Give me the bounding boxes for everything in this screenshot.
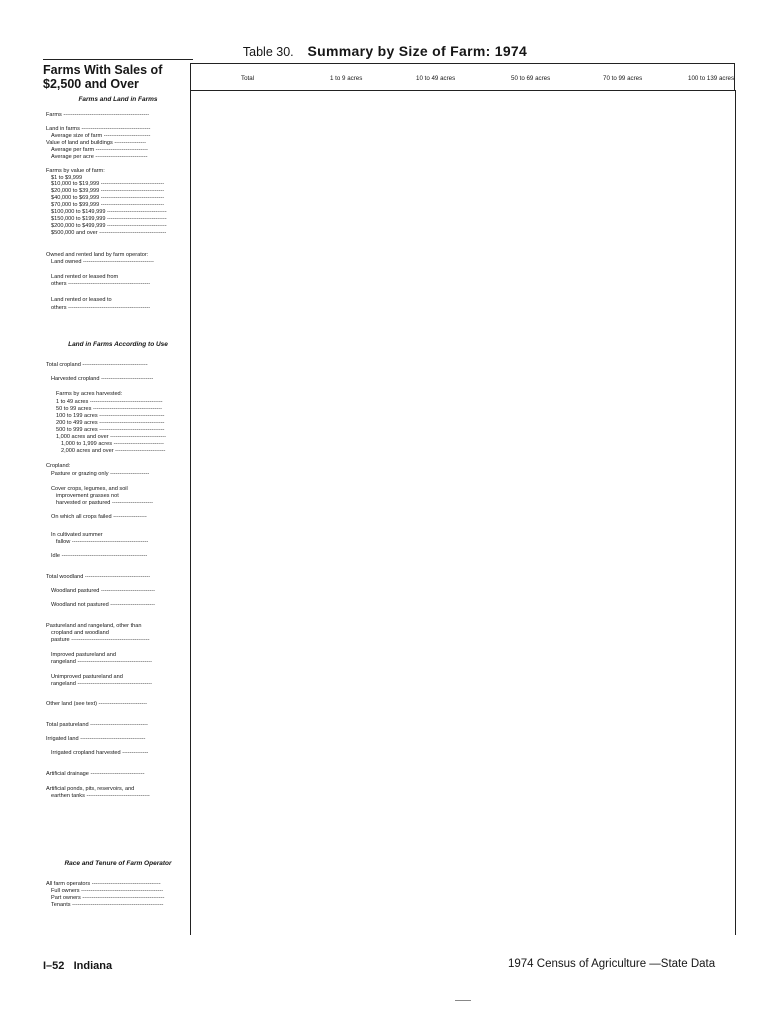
- leader-dots: --------------------------------: [105, 209, 167, 215]
- column-header-50-69: 50 to 69 acres: [511, 75, 551, 82]
- row-label: Cropland:: [46, 463, 71, 469]
- row-label: Unimproved pastureland and: [51, 674, 123, 680]
- row-label: Artificial drainage -----------------------------: [46, 771, 145, 777]
- leader-dots: -------------------------------: [88, 722, 148, 728]
- row-label: Part owners --------------------------------------------: [51, 895, 165, 901]
- row-label: $150,000 to $199,999 --------------------------------: [51, 216, 167, 222]
- row-label: 2,000 acres and over ---------------------------: [61, 448, 166, 454]
- leader-dots: -----------------------------------: [97, 413, 165, 419]
- row-label: Woodland pastured -----------------------------: [51, 588, 155, 594]
- row-label: All farm operators -------------------------------------: [46, 881, 161, 887]
- row-label: Owned and rented land by farm operator:: [46, 252, 149, 258]
- row-label: others --------------------------------------------: [51, 305, 151, 311]
- leader-dots: --------------------------------------------: [80, 895, 165, 901]
- row-label: pasture ------------------------------------------: [51, 637, 150, 643]
- column-header-1-9: 1 to 9 acres: [330, 75, 363, 82]
- row-label: Farms ----------------------------------------------: [46, 112, 150, 118]
- row-label: Tenants -------------------------------------------------: [51, 902, 164, 908]
- leader-dots: ------------------------: [108, 602, 156, 608]
- leader-dots: ----------------------------: [94, 147, 148, 153]
- leader-dots: -----------------------------: [88, 771, 145, 777]
- stub-top-rule: [43, 59, 193, 60]
- leader-dots: --------------------------------------------: [66, 305, 151, 311]
- leader-dots: ----------------------------------: [99, 195, 165, 201]
- section-heading: Race and Tenure of Farm Operator: [64, 860, 172, 867]
- row-label: others --------------------------------------------: [51, 281, 151, 287]
- row-label: Harvested cropland ----------------------------: [51, 376, 154, 382]
- leader-dots: ---------------------------: [112, 441, 164, 447]
- row-label: Land in farms -------------------------------------: [46, 126, 151, 132]
- row-label: Value of land and buildings -----------------: [46, 140, 146, 146]
- row-label: rangeland ----------------------------------------: [51, 659, 152, 665]
- column-header-total: Total: [241, 75, 255, 82]
- stub-heading: Farms With Sales of $2,500 and Over: [43, 63, 193, 91]
- leader-dots: ----------------------------------------: [75, 659, 152, 665]
- leader-dots: ----------------------------------------: [75, 681, 152, 687]
- state-name: Indiana: [73, 960, 113, 972]
- page-mark: [455, 1000, 471, 1001]
- leader-dots: ------------------------------------------: [69, 637, 150, 643]
- leader-dots: -----------------------------------: [97, 420, 165, 426]
- page-number: I–52: [43, 960, 65, 972]
- leader-dots: ----------------------------------: [99, 181, 165, 187]
- row-label: earthen tanks ----------------------------------: [51, 793, 150, 799]
- section-heading: Land in Farms According to Use: [68, 341, 168, 348]
- column-header-70-99: 70 to 99 acres: [603, 75, 643, 82]
- row-label: fallow -----------------------------------------: [56, 539, 149, 545]
- leader-dots: --------------------------------------: [81, 259, 154, 265]
- header-bottom-rule: [190, 90, 735, 91]
- source-footer: 1974 Census of Agriculture —State Data: [508, 958, 716, 970]
- row-label: Land rented or leased to: [51, 297, 112, 303]
- row-label: Land rented or leased from: [51, 274, 119, 280]
- row-label: Woodland not pastured ------------------------: [51, 602, 156, 608]
- leader-dots: -------------------------: [102, 133, 151, 139]
- column-header: [190, 63, 735, 90]
- leader-dots: -----------------: [112, 140, 146, 146]
- row-label: Average size of farm -------------------------: [51, 133, 151, 139]
- row-label: Improved pastureland and: [51, 652, 116, 658]
- row-label: Land owned --------------------------------------: [51, 259, 154, 265]
- stub-divider-rule: [190, 90, 191, 935]
- leader-dots: -----------------------------------------: [70, 539, 149, 545]
- leader-dots: -----------------------------------: [78, 736, 146, 742]
- row-label: $500,000 and over ------------------------------------: [51, 230, 167, 236]
- leader-dots: --------------------------: [97, 701, 147, 707]
- leader-dots: -------------------------------------------------: [70, 902, 164, 908]
- row-label: Other land (see text) --------------------------: [46, 701, 147, 707]
- leader-dots: ----------------------------------: [84, 793, 150, 799]
- row-label: 200 to 499 acres -----------------------------------: [56, 420, 165, 426]
- row-label: rangeland ----------------------------------------: [51, 681, 152, 687]
- leader-dots: --------------------------------: [105, 223, 167, 229]
- row-label: $70,000 to $99,999 ----------------------------------: [51, 202, 165, 208]
- leader-dots: -----------------------------------: [97, 427, 165, 433]
- table-title: [0, 43, 770, 59]
- leader-dots: ---------------------: [108, 471, 150, 477]
- table-number: Table 30.: [242, 45, 294, 59]
- leader-dots: --------------------------------------------: [79, 888, 164, 894]
- section-heading: Farms and Land in Farms: [78, 96, 158, 103]
- leader-dots: ----------------------------------------------: [61, 112, 150, 118]
- leader-dots: -------------------------------------: [91, 406, 162, 412]
- leader-dots: ------------------: [111, 514, 147, 520]
- leader-dots: -------------------------------------: [90, 881, 161, 887]
- leader-dots: ----------------------------------------------: [60, 553, 148, 559]
- row-label: 500 to 999 acres -----------------------------------: [56, 427, 165, 433]
- right-border-rule: [735, 90, 736, 935]
- row-label: Total pastureland -------------------------------: [46, 722, 148, 728]
- row-label: Average per farm ----------------------------: [51, 147, 148, 153]
- row-label: Full owners --------------------------------------------: [51, 888, 164, 894]
- row-label: Farms by value of farm:: [46, 168, 105, 174]
- leader-dots: --------------------------------: [105, 216, 167, 222]
- row-label: Total cropland -----------------------------------: [46, 362, 148, 368]
- row-label: 1,000 acres and over ------------------------------: [56, 434, 166, 440]
- row-label: $20,000 to $39,999 ----------------------------------: [51, 188, 165, 194]
- leader-dots: ------------------------------------: [97, 230, 167, 236]
- row-label: $200,000 to $499,999 --------------------------------: [51, 223, 167, 229]
- leader-dots: -------------------------------------: [79, 126, 151, 132]
- row-label: Farms by acres harvested:: [56, 391, 123, 397]
- row-label: Average per acre ----------------------------: [51, 154, 148, 160]
- row-label: In cultivated summer: [51, 532, 103, 538]
- row-label: On which all crops failed ------------------: [51, 514, 147, 520]
- row-label: Irrigated land -----------------------------------: [46, 736, 146, 742]
- row-label: Total woodland -----------------------------------: [46, 574, 151, 580]
- leader-dots: -----------------------------------: [83, 574, 151, 580]
- row-label: Pastureland and rangeland, other than: [46, 623, 142, 629]
- leader-dots: -----------------------------: [99, 588, 155, 594]
- leader-dots: ----------------------------: [93, 154, 148, 160]
- row-label: improvement grasses not: [56, 493, 119, 499]
- row-label: 100 to 199 acres -----------------------------------: [56, 413, 165, 419]
- row-label: $10,000 to $19,999 ----------------------------------: [51, 181, 165, 187]
- leader-dots: ----------------------------: [99, 376, 154, 382]
- leader-dots: ----------------------------------: [99, 202, 165, 208]
- row-label: 50 to 99 acres -------------------------------------: [56, 406, 162, 412]
- row-label: Pasture or grazing only ---------------------: [51, 471, 150, 477]
- row-label: 1,000 to 1,999 acres ---------------------------: [61, 441, 164, 447]
- leader-dots: ---------------------------------------: [88, 399, 163, 405]
- row-label: 1 to 49 acres ---------------------------------------: [56, 399, 163, 405]
- leader-dots: ----------------------: [110, 500, 153, 506]
- leader-dots: --------------: [120, 750, 149, 756]
- column-header-100-139: 100 to 139 acres: [688, 75, 735, 82]
- leader-dots: --------------------------------------------: [66, 281, 151, 287]
- row-label: $40,000 to $69,999 ----------------------------------: [51, 195, 165, 201]
- leader-dots: ---------------------------: [113, 448, 166, 454]
- leader-dots: ------------------------------: [108, 434, 166, 440]
- row-label: $100,000 to $149,999 --------------------------------: [51, 209, 167, 215]
- leader-dots: ----------------------------------: [99, 188, 165, 194]
- row-label: Irrigated cropland harvested --------------: [51, 750, 149, 756]
- row-label: harvested or pastured ----------------------: [56, 500, 153, 506]
- row-label: Cover crops, legumes, and soil: [51, 486, 128, 492]
- row-label: cropland and woodland: [51, 630, 109, 636]
- column-header-10-49: 10 to 49 acres: [416, 75, 456, 82]
- page-footer-left: [43, 960, 112, 972]
- leader-dots: -----------------------------------: [80, 362, 148, 368]
- table-heading: Summary by Size of Farm: 1974: [307, 43, 528, 59]
- row-label: $1 to $9,999: [51, 175, 83, 181]
- row-label: Idle ----------------------------------------------: [51, 553, 148, 559]
- row-label: Artificial ponds, pits, reservoirs, and: [46, 786, 135, 792]
